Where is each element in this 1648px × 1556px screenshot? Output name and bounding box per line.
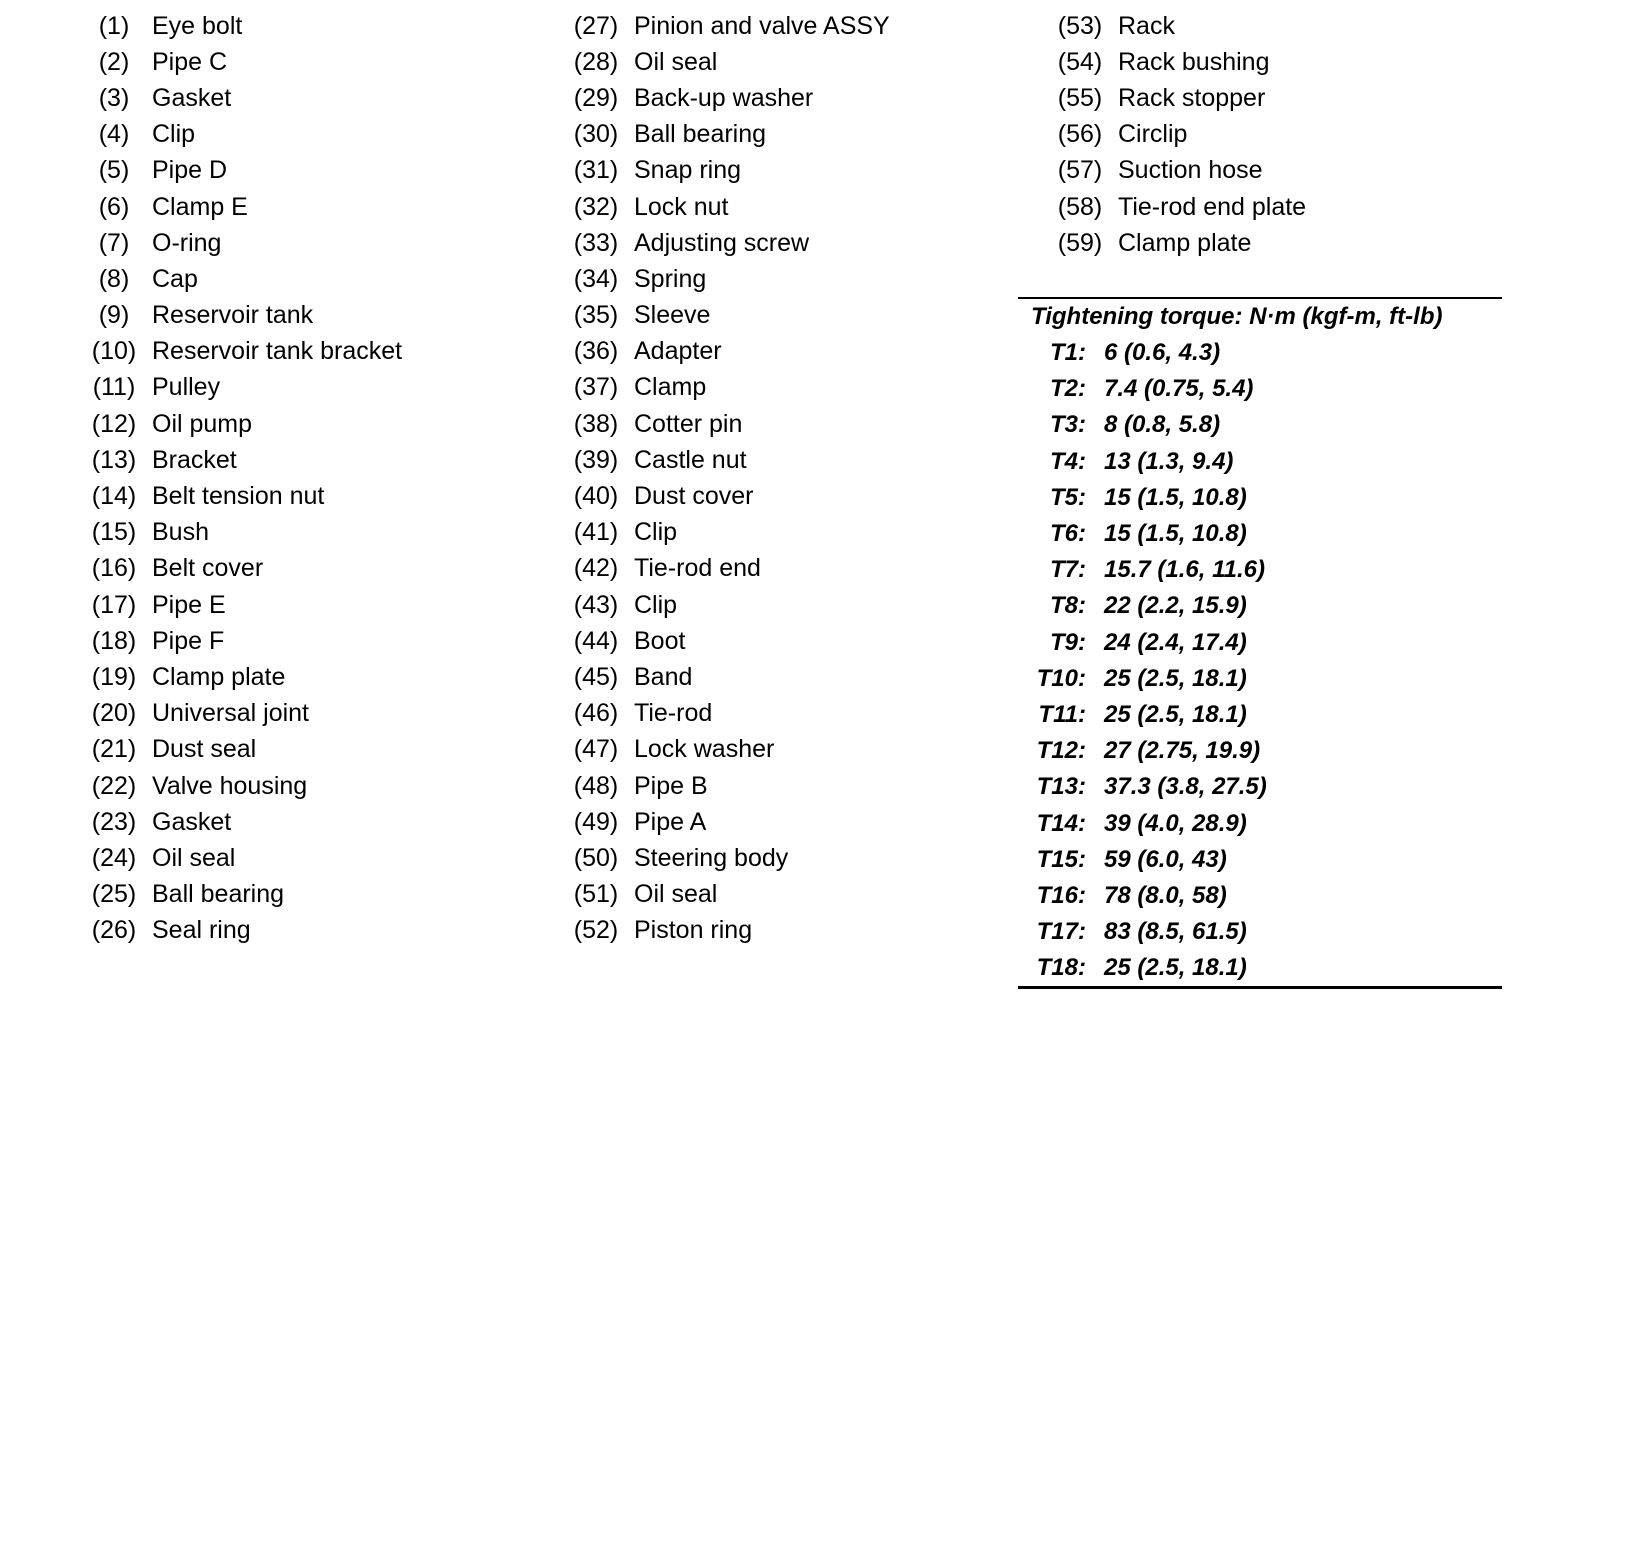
torque-row <box>1018 697 1502 733</box>
part-name: Castle nut <box>634 445 747 474</box>
torque-row <box>1018 733 1502 769</box>
part-number-text: (16) <box>91 554 137 583</box>
part-name: Oil seal <box>634 47 718 76</box>
part-list-item <box>64 153 402 189</box>
part-number-text: (37) <box>573 373 619 402</box>
part-name: Steering body <box>634 843 789 872</box>
part-number-text: (41) <box>573 518 619 547</box>
part-number-text: (9) <box>98 301 130 330</box>
part-number-text: (33) <box>573 228 619 257</box>
part-list-item <box>64 877 402 913</box>
part-name: Seal ring <box>152 916 251 945</box>
part-number <box>546 518 622 547</box>
part-list-item <box>1030 8 1306 44</box>
part-number <box>64 518 140 547</box>
torque-value: 27 (2.75, 19.9) <box>1104 737 1261 765</box>
part-number-text: (17) <box>91 590 137 619</box>
part-number-text: (19) <box>91 662 137 691</box>
torque-code: T9: <box>1050 628 1086 656</box>
part-number-text: (2) <box>98 47 130 76</box>
torque-row <box>1018 625 1502 661</box>
part-list-item <box>64 840 402 876</box>
part-number <box>64 554 140 583</box>
torque-value: 83 (8.5, 61.5) <box>1104 918 1247 946</box>
part-number <box>546 84 622 113</box>
part-name: Pipe D <box>152 156 228 185</box>
part-name: Pinion and valve ASSY <box>634 11 890 40</box>
part-name: Lock washer <box>634 735 775 764</box>
part-number-text: (6) <box>98 192 130 221</box>
part-number-text: (21) <box>91 735 137 764</box>
part-name: Reservoir tank <box>152 301 314 330</box>
parts-list-column-1 <box>64 8 402 949</box>
torque-row <box>1018 335 1502 371</box>
part-number <box>546 663 622 692</box>
part-number-text: (27) <box>573 11 619 40</box>
part-number-text: (15) <box>91 518 137 547</box>
part-number <box>64 880 140 909</box>
part-number <box>546 410 622 439</box>
part-number-text: (50) <box>573 843 619 872</box>
torque-value: 59 (6.0, 43) <box>1104 845 1227 873</box>
part-number-text: (32) <box>573 192 619 221</box>
part-number <box>546 12 622 41</box>
torque-value: 39 (4.0, 28.9) <box>1104 809 1247 837</box>
part-number <box>1030 12 1106 41</box>
part-name: Clip <box>634 590 678 619</box>
torque-code: T18: <box>1036 954 1086 982</box>
part-name: Bush <box>152 518 209 547</box>
part-number <box>546 373 622 402</box>
part-list-item <box>546 8 890 44</box>
part-name: Ball bearing <box>634 120 767 149</box>
part-list-item <box>64 261 402 297</box>
torque-value: 22 (2.2, 15.9) <box>1104 592 1247 620</box>
part-number <box>546 337 622 366</box>
torque-row <box>1018 407 1502 443</box>
part-number-text: (47) <box>573 735 619 764</box>
torque-code: T4: <box>1050 447 1086 475</box>
part-number-text: (4) <box>98 120 130 149</box>
part-number-text: (48) <box>573 771 619 800</box>
part-list-item <box>64 768 402 804</box>
part-number-text: (8) <box>98 264 130 293</box>
part-list-item <box>546 261 890 297</box>
part-number <box>546 193 622 222</box>
torque-row <box>1018 552 1502 588</box>
part-number <box>546 880 622 909</box>
torque-value: 25 (2.5, 18.1) <box>1104 700 1247 728</box>
part-number <box>546 120 622 149</box>
part-name: Dust seal <box>152 735 257 764</box>
part-list-item <box>64 370 402 406</box>
part-name: Clamp E <box>152 192 248 221</box>
part-list-item <box>546 804 890 840</box>
part-number-text: (5) <box>98 156 130 185</box>
part-name: Pipe F <box>152 626 225 655</box>
torque-code: T14: <box>1036 809 1086 837</box>
part-name: Clamp plate <box>152 662 286 691</box>
part-list-item <box>546 623 890 659</box>
part-number-text: (3) <box>98 83 130 112</box>
part-number-text: (18) <box>91 626 137 655</box>
part-list-item <box>64 804 402 840</box>
torque-row <box>1018 371 1502 407</box>
part-list-item <box>64 80 402 116</box>
part-number-text: (1) <box>98 11 130 40</box>
part-list-item <box>64 117 402 153</box>
part-number <box>1030 84 1106 113</box>
part-list-item <box>546 515 890 551</box>
torque-value: 37.3 (3.8, 27.5) <box>1104 773 1267 801</box>
part-number <box>64 699 140 728</box>
torque-code: T15: <box>1036 845 1086 873</box>
part-number <box>546 772 622 801</box>
part-name: Rack bushing <box>1118 47 1270 76</box>
part-name: Reservoir tank bracket <box>152 337 403 366</box>
part-number <box>64 735 140 764</box>
part-number-text: (55) <box>1057 83 1103 112</box>
part-number-text: (46) <box>573 699 619 728</box>
torque-code: T10: <box>1036 664 1086 692</box>
torque-code: T1: <box>1050 339 1086 367</box>
part-number <box>64 337 140 366</box>
part-list-item <box>546 696 890 732</box>
part-list-item <box>1030 189 1306 225</box>
part-list-item <box>64 189 402 225</box>
part-number <box>64 627 140 656</box>
part-number-text: (40) <box>573 482 619 511</box>
torque-code: T2: <box>1050 375 1086 403</box>
part-name: Belt tension nut <box>152 482 325 511</box>
part-number <box>64 193 140 222</box>
part-number-text: (7) <box>98 228 130 257</box>
torque-code: T7: <box>1050 556 1086 584</box>
torque-code: T3: <box>1050 411 1086 439</box>
part-number <box>546 844 622 873</box>
part-list-item <box>546 225 890 261</box>
part-number <box>546 156 622 185</box>
torque-value: 13 (1.3, 9.4) <box>1104 447 1234 475</box>
part-number <box>64 12 140 41</box>
part-number <box>64 265 140 294</box>
part-number <box>546 482 622 511</box>
part-list-item <box>1030 80 1306 116</box>
part-number-text: (12) <box>91 409 137 438</box>
torque-row <box>1018 878 1502 914</box>
part-name: Lock nut <box>634 192 729 221</box>
torque-code: T6: <box>1050 520 1086 548</box>
torque-row <box>1018 588 1502 624</box>
part-number <box>546 446 622 475</box>
part-number <box>546 301 622 330</box>
part-list-item <box>64 696 402 732</box>
part-name: Gasket <box>152 83 232 112</box>
part-number-text: (57) <box>1057 156 1103 185</box>
torque-value: 6 (0.6, 4.3) <box>1104 339 1221 367</box>
part-name: Pipe B <box>634 771 708 800</box>
part-number-text: (30) <box>573 120 619 149</box>
part-number-text: (35) <box>573 301 619 330</box>
part-number <box>1030 48 1106 77</box>
part-list-item <box>64 406 402 442</box>
part-list-item <box>64 8 402 44</box>
part-number <box>1030 229 1106 258</box>
part-number-text: (31) <box>573 156 619 185</box>
part-number <box>64 48 140 77</box>
part-number-text: (38) <box>573 409 619 438</box>
part-number <box>64 591 140 620</box>
torque-row <box>1018 805 1502 841</box>
torque-row <box>1018 516 1502 552</box>
part-number-text: (11) <box>92 373 136 402</box>
part-list-item <box>546 80 890 116</box>
part-name: Rack <box>1118 11 1175 40</box>
torque-row <box>1018 444 1502 480</box>
torque-table-rows <box>1018 335 1502 986</box>
part-number-text: (28) <box>573 47 619 76</box>
part-number-text: (20) <box>91 699 137 728</box>
part-list-item <box>64 44 402 80</box>
part-number-text: (10) <box>91 337 137 366</box>
part-number <box>64 156 140 185</box>
part-list-item <box>546 877 890 913</box>
torque-value: 24 (2.4, 17.4) <box>1104 628 1247 656</box>
part-name: Pipe A <box>634 807 707 836</box>
part-name: Belt cover <box>152 554 264 583</box>
part-list-item <box>1030 153 1306 189</box>
torque-code: T16: <box>1036 881 1086 909</box>
part-list-item <box>546 913 890 949</box>
torque-value: 15.7 (1.6, 11.6) <box>1104 556 1265 584</box>
part-number <box>64 916 140 945</box>
torque-row <box>1018 661 1502 697</box>
part-name: Spring <box>634 264 707 293</box>
part-list-item <box>64 515 402 551</box>
part-name: Tie-rod end plate <box>1118 192 1307 221</box>
part-number-text: (23) <box>91 807 137 836</box>
part-list-item <box>64 298 402 334</box>
torque-value: 25 (2.5, 18.1) <box>1104 954 1247 982</box>
part-number-text: (54) <box>1057 47 1103 76</box>
part-number-text: (42) <box>573 554 619 583</box>
part-list-item <box>64 732 402 768</box>
part-list-item <box>64 659 402 695</box>
part-number <box>64 663 140 692</box>
part-list-item <box>546 370 890 406</box>
part-list-item <box>546 478 890 514</box>
part-number-text: (43) <box>573 590 619 619</box>
part-name: Pipe E <box>152 590 226 619</box>
part-list-item <box>1030 117 1306 153</box>
part-list-item <box>546 298 890 334</box>
part-list-item <box>546 406 890 442</box>
part-name: Tie-rod <box>634 699 713 728</box>
part-number <box>64 808 140 837</box>
part-name: Cap <box>152 264 198 293</box>
torque-table-bottom-rule <box>1018 986 1502 989</box>
torque-value: 7.4 (0.75, 5.4) <box>1104 375 1254 403</box>
part-list-item <box>64 587 402 623</box>
part-list-item <box>546 551 890 587</box>
part-number <box>546 916 622 945</box>
part-list-item <box>546 153 890 189</box>
part-number <box>64 446 140 475</box>
part-list-item <box>546 659 890 695</box>
torque-row <box>1018 950 1502 986</box>
part-number <box>64 482 140 511</box>
torque-value: 15 (1.5, 10.8) <box>1104 483 1247 511</box>
part-number-text: (13) <box>91 445 137 474</box>
part-name: Valve housing <box>152 771 308 800</box>
part-list-item <box>546 117 890 153</box>
part-name: Suction hose <box>1118 156 1263 185</box>
part-number-text: (53) <box>1057 11 1103 40</box>
part-name: Adjusting screw <box>634 228 810 257</box>
part-name: Tie-rod end <box>634 554 761 583</box>
part-number <box>64 84 140 113</box>
torque-table-title: Tightening torque: N·m (kgf-m, ft-lb) <box>1031 303 1443 330</box>
part-number-text: (44) <box>573 626 619 655</box>
part-name: Clamp <box>634 373 707 402</box>
part-list-item <box>64 442 402 478</box>
part-number-text: (25) <box>91 880 137 909</box>
torque-code: T12: <box>1036 737 1086 765</box>
part-number-text: (52) <box>573 916 619 945</box>
part-name: Oil seal <box>634 880 718 909</box>
part-number <box>546 48 622 77</box>
part-list-item <box>546 732 890 768</box>
part-number <box>546 808 622 837</box>
part-number-text: (29) <box>573 83 619 112</box>
torque-row <box>1018 769 1502 805</box>
part-name: Sleeve <box>634 301 711 330</box>
torque-value: 78 (8.0, 58) <box>1104 881 1227 909</box>
part-number-text: (34) <box>573 264 619 293</box>
part-number <box>546 735 622 764</box>
part-name: Eye bolt <box>152 11 243 40</box>
part-name: Boot <box>634 626 686 655</box>
part-list-item <box>546 768 890 804</box>
part-list-item <box>546 334 890 370</box>
part-list-item <box>1030 225 1306 261</box>
part-name: Bracket <box>152 445 237 474</box>
part-number-text: (36) <box>573 337 619 366</box>
part-name: Circlip <box>1118 120 1188 149</box>
part-name: Gasket <box>152 807 232 836</box>
part-name: Oil seal <box>152 843 236 872</box>
part-name: Dust cover <box>634 482 754 511</box>
part-list-item <box>64 478 402 514</box>
part-list-item <box>64 334 402 370</box>
part-number-text: (45) <box>573 662 619 691</box>
part-number <box>64 373 140 402</box>
part-number <box>546 554 622 583</box>
part-number <box>546 229 622 258</box>
part-number <box>64 410 140 439</box>
part-number <box>546 627 622 656</box>
part-name: Pulley <box>152 373 221 402</box>
part-name: Back-up washer <box>634 83 814 112</box>
part-number-text: (39) <box>573 445 619 474</box>
part-number-text: (51) <box>573 880 619 909</box>
part-name: Band <box>634 662 693 691</box>
part-number <box>64 301 140 330</box>
part-number-text: (26) <box>91 916 137 945</box>
torque-row <box>1018 842 1502 878</box>
part-name: Pipe C <box>152 47 228 76</box>
part-name: Adapter <box>634 337 722 366</box>
part-number <box>546 591 622 620</box>
part-number-text: (58) <box>1057 192 1103 221</box>
part-number-text: (49) <box>573 807 619 836</box>
part-list-item <box>546 840 890 876</box>
part-number <box>546 265 622 294</box>
part-number-text: (14) <box>91 482 137 511</box>
torque-code: T13: <box>1036 773 1086 801</box>
part-name: Rack stopper <box>1118 83 1266 112</box>
part-list-item <box>546 442 890 478</box>
torque-value: 8 (0.8, 5.8) <box>1104 411 1221 439</box>
part-number-text: (56) <box>1057 120 1103 149</box>
torque-code: T17: <box>1036 918 1086 946</box>
torque-row <box>1018 914 1502 950</box>
part-name: Clamp plate <box>1118 228 1252 257</box>
part-list-item <box>546 587 890 623</box>
part-list-item <box>64 551 402 587</box>
part-number <box>64 772 140 801</box>
part-number <box>1030 156 1106 185</box>
torque-code: T8: <box>1050 592 1086 620</box>
part-name: Snap ring <box>634 156 742 185</box>
part-number <box>1030 120 1106 149</box>
part-number <box>64 229 140 258</box>
parts-list-column-3 <box>1030 8 1306 261</box>
part-number <box>64 120 140 149</box>
part-number <box>546 699 622 728</box>
tightening-torque-table <box>1018 297 1502 989</box>
part-list-item <box>546 44 890 80</box>
part-list-item <box>1030 44 1306 80</box>
part-number-text: (59) <box>1057 228 1103 257</box>
part-name: Oil pump <box>152 409 253 438</box>
torque-code: T5: <box>1050 483 1086 511</box>
torque-value: 25 (2.5, 18.1) <box>1104 664 1247 692</box>
torque-value: 15 (1.5, 10.8) <box>1104 520 1247 548</box>
part-number-text: (24) <box>91 843 137 872</box>
part-number-text: (22) <box>91 771 137 800</box>
part-list-item <box>546 189 890 225</box>
parts-list-column-2 <box>546 8 890 949</box>
part-number <box>1030 193 1106 222</box>
torque-row <box>1018 480 1502 516</box>
part-list-item <box>64 913 402 949</box>
part-list-item <box>64 225 402 261</box>
part-name: Clip <box>152 120 196 149</box>
part-name: Cotter pin <box>634 409 743 438</box>
part-name: Universal joint <box>152 699 310 728</box>
part-list-item <box>64 623 402 659</box>
part-name: Ball bearing <box>152 880 285 909</box>
part-name: O-ring <box>152 228 222 257</box>
part-number <box>64 844 140 873</box>
part-name: Clip <box>634 518 678 547</box>
part-name: Piston ring <box>634 916 753 945</box>
torque-code: T11: <box>1038 700 1086 728</box>
